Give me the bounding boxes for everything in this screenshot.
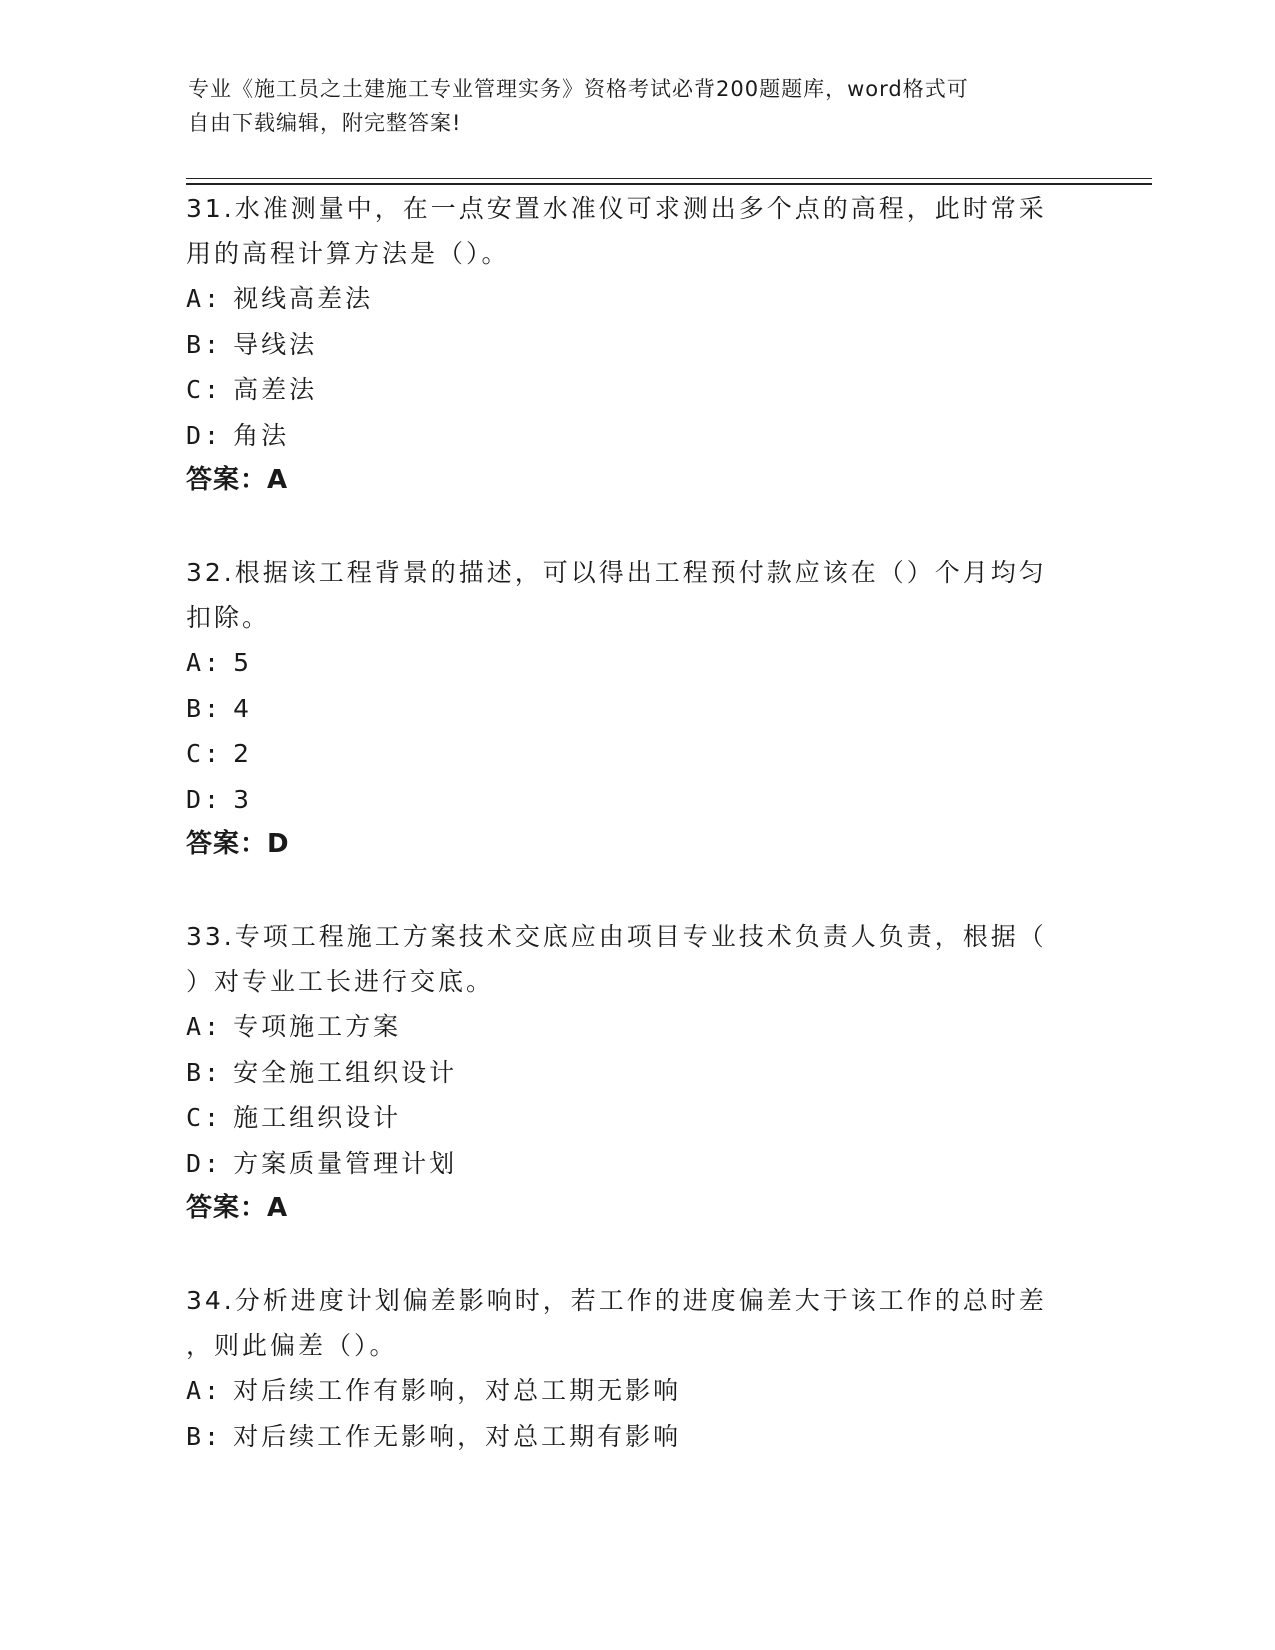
option-text: 4 <box>233 693 252 723</box>
option-letter: A: <box>186 1376 223 1405</box>
option-text: 高差法 <box>233 375 318 404</box>
question-text-line-1: 专项工程施工方案技术交底应由项目专业技术负责人负责，根据（ <box>234 922 1047 951</box>
option-text: 2 <box>233 739 252 768</box>
question-text-line-1: 水准测量中，在一点安置水准仪可求测出多个点的高程，此时常采 <box>234 194 1047 223</box>
option-text: 方案质量管理计划 <box>233 1148 458 1178</box>
option-text: 安全施工组织设计 <box>233 1057 458 1087</box>
question-number: 34. <box>186 1286 235 1315</box>
option-c <box>186 731 1076 777</box>
option-letter: A: <box>186 1012 223 1041</box>
option-text: 专项施工方案 <box>233 1012 402 1041</box>
option-d <box>186 777 1076 823</box>
option-b <box>186 1414 1076 1460</box>
option-letter: B: <box>186 1057 223 1087</box>
question-text-line-2: 扣除。 <box>186 603 271 632</box>
question-number: 33. <box>186 922 235 951</box>
option-text: 视线高差法 <box>233 284 374 313</box>
option-letter: C: <box>186 375 223 404</box>
option-b <box>186 686 1076 732</box>
option-letter: D: <box>186 784 223 814</box>
option-letter: A: <box>186 284 223 313</box>
question-text-line-1: 根据该工程背景的描述，可以得出工程预付款应该在（）个月均匀 <box>234 558 1047 587</box>
option-c <box>186 367 1076 413</box>
answer: 答案：D <box>186 829 290 859</box>
header-divider-thin <box>186 178 1152 179</box>
option-letter: B: <box>186 693 223 723</box>
question-31 <box>186 186 1076 503</box>
option-letter: D: <box>186 1148 223 1178</box>
option-text: 对后续工作无影响，对总工期有影响 <box>233 1421 682 1451</box>
option-a <box>186 1368 1076 1414</box>
question-text-line-2: ，则此偏差（）。 <box>186 1331 398 1360</box>
question-34 <box>186 1278 1076 1459</box>
option-text: 对后续工作有影响，对总工期无影响 <box>233 1376 682 1405</box>
option-letter: C: <box>186 739 223 768</box>
option-a <box>186 1004 1076 1050</box>
header-line-1: 专业《施工员之土建施工专业管理实务》资格考试必背200题题库，word格式可 <box>188 77 969 101</box>
option-letter: B: <box>186 329 223 359</box>
option-d <box>186 413 1076 459</box>
option-d <box>186 1141 1076 1187</box>
option-a <box>186 640 1076 686</box>
option-letter: B: <box>186 1421 223 1451</box>
option-letter: C: <box>186 1103 223 1132</box>
question-33 <box>186 914 1076 1231</box>
question-text <box>186 550 1076 640</box>
question-32 <box>186 550 1076 867</box>
option-b <box>186 322 1076 368</box>
question-text <box>186 186 1076 276</box>
option-text: 角法 <box>233 420 290 450</box>
option-letter: D: <box>186 420 223 450</box>
option-text: 3 <box>233 784 252 814</box>
question-text <box>186 1278 1076 1368</box>
option-text: 导线法 <box>233 329 318 359</box>
answer: 答案：A <box>186 465 289 495</box>
question-number: 32. <box>186 558 235 587</box>
answer: 答案：A <box>186 1193 289 1223</box>
option-letter: A: <box>186 648 223 677</box>
question-text-line-2: ）对专业工长进行交底。 <box>186 967 495 996</box>
option-text: 5 <box>233 648 252 677</box>
header-divider-thick <box>186 183 1152 185</box>
question-list <box>186 186 1076 1506</box>
option-text: 施工组织设计 <box>233 1103 402 1132</box>
question-text <box>186 914 1076 1004</box>
option-a <box>186 276 1076 322</box>
document-header <box>188 72 1068 140</box>
question-number: 31. <box>186 194 235 223</box>
option-b <box>186 1050 1076 1096</box>
question-text-line-2: 用的高程计算方法是（）。 <box>186 239 510 268</box>
option-c <box>186 1095 1076 1141</box>
header-line-2: 自由下载编辑，附完整答案! <box>188 111 462 135</box>
question-text-line-1: 分析进度计划偏差影响时，若工作的进度偏差大于该工作的总时差 <box>234 1286 1047 1315</box>
